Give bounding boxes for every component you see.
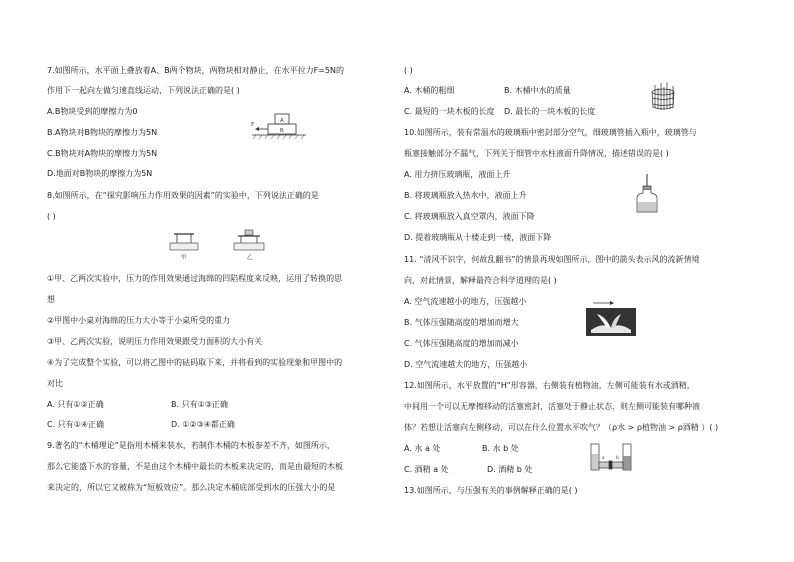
q7-line-2: 作用下一起向左做匀速直线运动，下列说法正确的是( ) [47,86,240,95]
ground-hatch [253,135,304,139]
q9-option-a: A. 木桶的粗细 [404,86,455,95]
q11-option-a: A. 空气流速越小的地方，压强越小 [404,297,527,306]
q9-line-2: 那么它能盛下水的容量，不是由这个木桶中最长的木板来决定的，而是由最短的木板 [47,462,343,471]
sponge-experiment-figure [160,228,285,262]
setup-yi [234,230,264,261]
q8-option-c: C. 只有①④正确 [47,420,105,429]
piston [609,461,612,469]
q8-statement-3: ③甲、乙两次实验，说明压力作用效果跟受力面积的大小有关 [47,337,263,346]
q7-option-b: B.A物块对B物块的摩擦力为5N [47,128,158,137]
label-jia: 甲 [181,255,187,261]
wind-arrowhead [610,301,614,305]
h-container-figure [588,440,634,472]
right-oil [623,456,630,470]
q10-line-2: 瓶塞接触部分不漏气，下列关于细管中水柱液面升降情况，描述错误的是( ) [404,149,669,158]
q7-option-a: A.B物块受到的摩擦力为0 [47,107,138,116]
q8-line-2: ( ) [47,212,56,221]
q10-line-1: 10.如图所示，装有常温水的玻璃瓶中密封部分空气，细玻璃管插入瓶中，玻璃管与 [404,128,697,137]
label-yi: 乙 [247,255,253,261]
q8-statement-1b: 想 [47,295,55,304]
label-f: F [251,122,255,128]
q11-line-1: 11. “清风不识字，何故乱翻书”的情景再现如图所示，图中的箭头表示风的流新情境 [404,255,700,264]
q10-option-c: C. 将玻璃瓶放入真空罩内，液面下降 [404,212,535,221]
glass-bottle-figure [632,172,662,216]
q8-statement-4b: 对比 [47,379,63,388]
q8-line-1: 8.如图所示，在“探究影响压力作用效果的因素”的实验中，下列说法正确的是 [47,191,319,200]
q10-option-a: A. 用力挤压玻璃瓶，液面上升 [404,170,511,179]
label-a: a [602,455,605,461]
stacked-blocks-figure [250,110,308,144]
q12-line-1: 12.如图所示，水平放置的“H”形容器，右侧装有植物油，左侧可能装有水或酒精， [404,381,695,390]
q10-option-b: B. 将玻璃瓶放入热水中，液面上升 [404,191,527,200]
q8-option-a: A. 只有①②正确 [47,400,104,409]
q8-option-d: D. ①②③④都正确 [171,420,235,429]
wooden-bucket-figure [648,80,678,112]
label-b: b [616,455,619,461]
left-liquid [591,454,598,470]
q7-option-d: D.地面对B物块的摩擦力为5N [47,169,153,178]
q9-answer-paren: ( ) [404,66,413,75]
force-arrowhead [255,127,259,131]
q11-option-c: C. 气体压强随高度的增加而减小 [404,339,519,348]
q9-line-3: 来决定的，所以它又被称为“短板效应”。那么决定木桶底部受到水的压强大小的是 [47,483,336,492]
q8-statement-4a: ④为了完成整个实验，可以将乙图中的砝码取下来，并将看到的实验现象和甲图中的 [47,358,343,367]
q9-option-b: B. 木桶中水的质量 [504,86,571,95]
q11-line-2: 向，对此情景，解释最符合科学道理的是( ) [404,276,557,285]
q8-statement-1a: ①甲、乙两次实验中，压力的作用效果通过海绵的凹陷程度来反映，运用了转换的思 [47,274,343,283]
q12-option-d: D. 酒精 b 处 [487,465,533,474]
label-a: A [280,118,284,124]
q9-option-d: D. 最长的一块木板的长度 [504,107,596,116]
q10-option-d: D. 提着玻璃瓶从十楼走到一楼，液面下降 [404,233,552,242]
q7-line-1: 7.如图所示，水平面上叠放着A、B两个物块，两物块相对静止，在水平拉力F=5N的 [47,66,344,75]
q8-statement-2: ②甲图中小桌对海绵的压力大小等于小桌所受的重力 [47,316,231,325]
q12-option-a: A. 水 a 处 [404,444,441,453]
q12-line-3: 体？若想让活塞向左侧移动，可以在什么位置水平吹气？（ρ水 > ρ植物油 > ρ酒精 ）( ) [404,423,719,432]
q9-line-1: 9.著名的“木桶理论”是指用木桶来装水，若制作木桶的木板参差不齐，如图所示， [47,441,335,450]
q9-option-c: C. 最短的一块木板的长度 [404,107,495,116]
book-wind-figure [583,300,639,338]
label-b: B [280,128,284,134]
q13-line-1: 13.如图所示，与压强有关的事例解释正确的是( ) [404,486,578,495]
setup-jia [170,234,198,261]
q7-option-c: C.B物块对A物块的摩擦力为5N [47,149,158,158]
q11-option-b: B. 气体压强随高度的增加而增大 [404,318,519,327]
q12-option-c: C. 酒精 a 处 [404,465,449,474]
q12-option-b: B. 水 b 处 [482,444,519,453]
q11-option-d: D. 空气流速越大的地方，压强越小 [404,360,528,369]
q12-line-2: 中间用一个可以无摩擦移动的活塞密封，活塞处于静止状态，则左侧可能装有哪种液 [404,402,700,411]
q8-option-b: B. 只有①③正确 [171,400,228,409]
